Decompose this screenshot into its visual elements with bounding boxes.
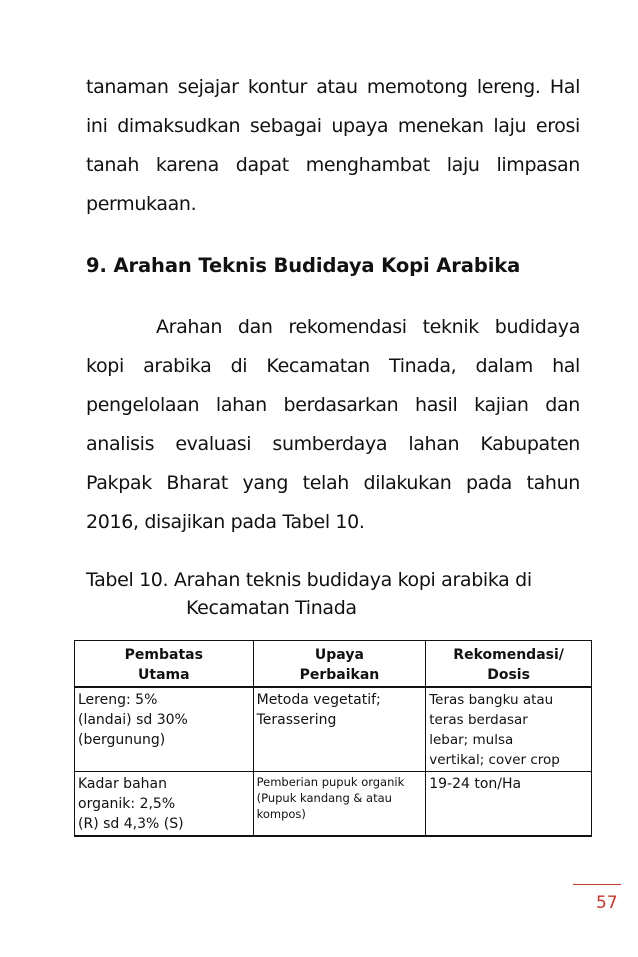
cell-line: vertikal; cover crop xyxy=(429,752,560,768)
body-paragraph xyxy=(86,308,580,542)
cell-line: kompos) xyxy=(256,807,306,821)
cell-line: lebar; mulsa xyxy=(429,732,514,748)
cell-line: teras berdasar xyxy=(429,712,528,728)
header-line: Perbaikan xyxy=(299,667,380,683)
page-number: 57 xyxy=(596,893,618,913)
table-cell xyxy=(426,687,592,772)
column-header xyxy=(75,641,254,688)
header-line: Pembatas xyxy=(124,647,203,663)
table-cell xyxy=(253,772,426,837)
table-cell xyxy=(75,772,254,837)
header-line: Upaya xyxy=(314,647,364,663)
cell-line: Terassering xyxy=(256,712,337,728)
table-cell xyxy=(426,772,592,837)
cell-line: Lereng: 5% xyxy=(78,692,158,708)
header-line: Utama xyxy=(138,667,190,683)
cell-line: (Pupuk kandang & atau xyxy=(256,791,392,805)
table-caption xyxy=(86,566,586,622)
paragraph-text: Arahan dan rekomendasi teknik budidaya kopi arabika di Kecamatan Tinada, dalam hal pengelolaan lahan berdasarkan hasil kajian dan analisis evaluasi sumberdaya lahan Kabupaten Pakpak Bharat yang telah dilakukan pada tahun 2016, disajikan pada Tabel 10. xyxy=(86,316,580,533)
cell-line: 19-24 ton/Ha xyxy=(429,776,522,792)
cell-line: Pemberian pupuk organik xyxy=(256,775,405,789)
table-caption-line: Tabel 10. Arahan teknis budidaya kopi arabika di xyxy=(86,569,532,591)
table-row xyxy=(75,687,592,772)
cell-line: Kadar bahan xyxy=(78,776,167,792)
cell-line: Teras bangku atau xyxy=(429,692,554,708)
page-number-rule xyxy=(573,884,621,885)
column-header xyxy=(426,641,592,688)
cell-line: (R) sd 4,3% (S) xyxy=(78,816,184,832)
column-header xyxy=(253,641,426,688)
header-line: Rekomendasi/ xyxy=(453,647,564,663)
cell-line: (landai) sd 30% xyxy=(78,712,188,728)
data-table xyxy=(74,640,592,837)
cell-line: (bergunung) xyxy=(78,732,166,748)
table-caption-line: Kecamatan Tinada xyxy=(186,597,357,619)
section-heading: 9. Arahan Teknis Budidaya Kopi Arabika xyxy=(86,254,521,277)
table-cell xyxy=(75,687,254,772)
table-row xyxy=(75,772,592,837)
body-paragraph: tanaman sejajar kontur atau memotong lereng. Hal ini dimaksudkan sebagai upaya menekan laju erosi tanah karena dapat menghambat laju limpasan permukaan. xyxy=(86,76,580,215)
cell-line: organik: 2,5% xyxy=(78,796,176,812)
table-header-row xyxy=(75,641,592,688)
cell-line: Metoda vegetatif; xyxy=(256,692,381,708)
header-line: Dosis xyxy=(487,667,530,683)
table-cell xyxy=(253,687,426,772)
